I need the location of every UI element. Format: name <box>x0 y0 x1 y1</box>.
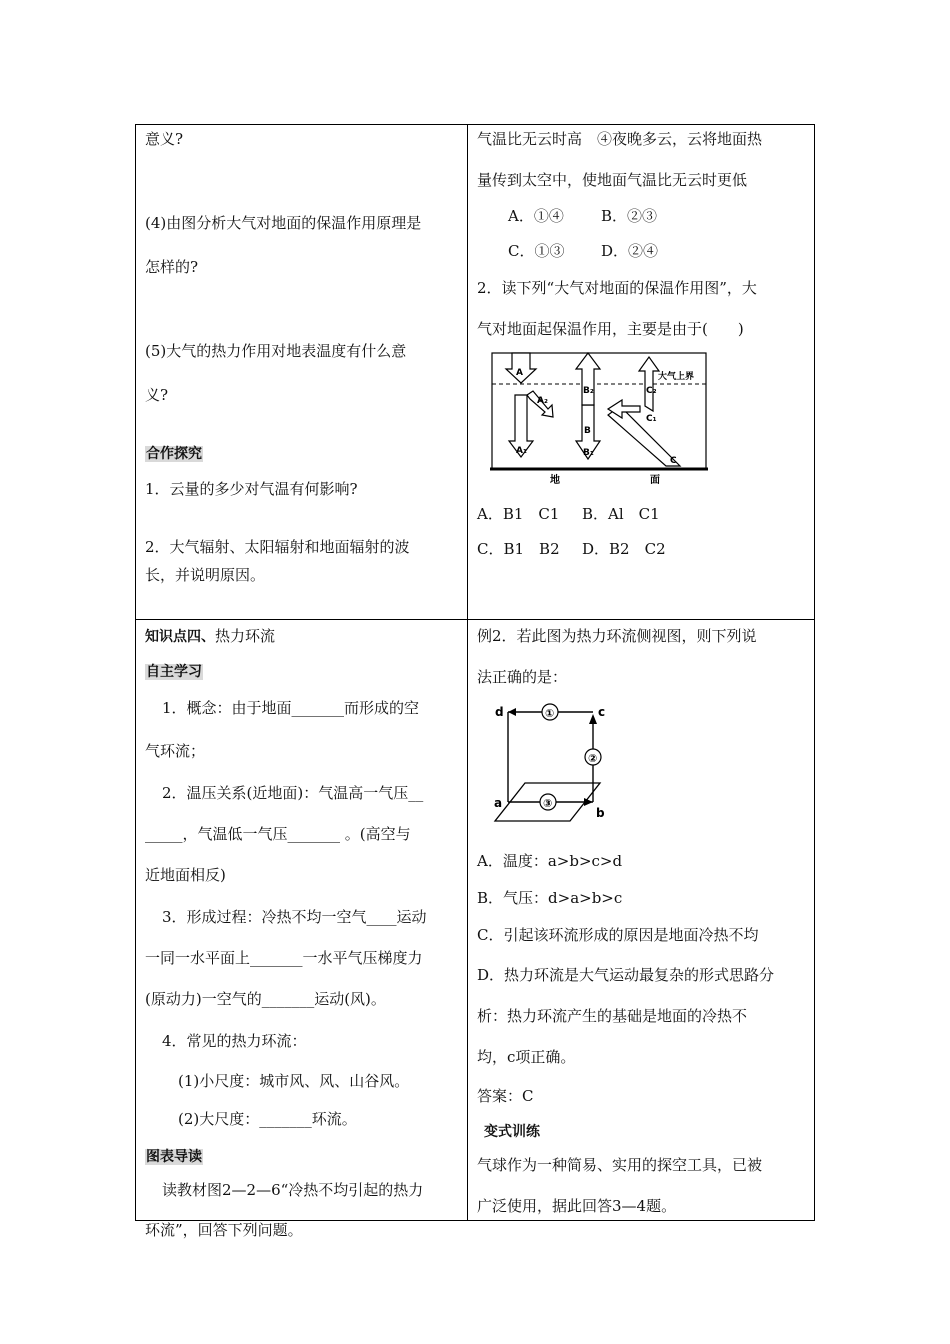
option-d: D．②④ <box>601 242 659 260</box>
example-2-line2: 法正确的是： <box>477 668 568 686</box>
reading-line1: 读教材图2—2—6“冷热不均引起的热力 <box>162 1181 424 1199</box>
fig2-marker-3: ③ <box>543 797 553 810</box>
study-item-3-line1: 3．形成过程：冷热不均一空气____运动 <box>162 908 427 926</box>
thermal-circulation-diagram <box>490 697 610 827</box>
row-divider <box>136 619 814 620</box>
fig2-label-a: a <box>494 796 503 810</box>
fig1-label-top: 大气上界 <box>658 372 695 382</box>
fig2-marker-1: ① <box>545 707 555 720</box>
option-a: A．①④ <box>508 207 564 225</box>
study-item-4-small: (1)小尺度：城市风、风、山谷风。 <box>178 1072 410 1090</box>
text-line: 气温比无云时高 ④夜晚多云，云将地面热 <box>477 130 763 148</box>
question-2-line1: 2．读下列“大气对地面的保温作用图”，大 <box>477 279 757 297</box>
study-item-3-line2: 一同一水平面上_______一水平气压梯度力 <box>145 949 423 967</box>
fig2-label-c: c <box>598 705 606 719</box>
example-2-line1: 例2．若此图为热力环流侧视图，则下列说 <box>477 627 757 645</box>
column-divider <box>467 125 468 1220</box>
example-option-c: C．引起该环流形成的原因是地面冷热不均 <box>477 926 759 944</box>
option-b: B．②③ <box>601 207 658 225</box>
coop-question-1: 1．云量的多少对气温有何影响? <box>145 480 358 498</box>
text-line: 意义? <box>145 130 184 148</box>
study-item-4-large: (2)大尺度：_______环流。 <box>178 1110 357 1128</box>
fig1-ground-left: 地 <box>550 475 560 486</box>
study-item-2-line3: 近地面相反) <box>145 866 226 884</box>
example-option-d: D．热力环流是大气运动最复杂的形式思路分 <box>477 966 775 984</box>
fig1-label: A₁ <box>516 446 527 456</box>
fig1-label: B₁ <box>583 448 594 458</box>
answer-option-d: D．B2 C2 <box>582 540 666 558</box>
study-item-2-line2: _____，气温低一气压_______ 。(高空与 <box>145 825 411 843</box>
example-option-a: A．温度：a>b>c>d <box>477 852 623 870</box>
question-5-line2: 义? <box>145 386 169 404</box>
section-heading-variant-training: 变式训练 <box>484 1124 540 1140</box>
answer-option-b: B．Al C1 <box>582 505 660 523</box>
variant-line2: 广泛使用，据此回答3—4题。 <box>477 1197 677 1215</box>
fig2-marker-2: ② <box>588 752 598 765</box>
coop-question-2-line1: 2．大气辐射、太阳辐射和地面辐射的波 <box>145 538 410 556</box>
knowledge-point-title: 热力环流 <box>215 627 276 645</box>
study-item-4: 4．常见的热力环流： <box>162 1032 307 1050</box>
fig1-label: C₁ <box>646 414 657 424</box>
example-analysis-line3: 均，c项正确。 <box>477 1048 576 1066</box>
fig1-label: B <box>584 426 591 436</box>
question-5-line1: (5)大气的热力作用对地表温度有什么意 <box>145 342 407 360</box>
example-answer: 答案：C <box>477 1087 534 1105</box>
section-heading-cooperation: 合作探究 <box>146 446 202 462</box>
fig2-label-b: b <box>596 806 605 820</box>
study-item-1-line2: 气环流； <box>145 742 206 760</box>
study-item-2-line1: 2．温压关系(近地面)：气温高一气压__ <box>162 784 424 802</box>
question-4-line2: 怎样的? <box>145 258 199 276</box>
question-2-line2: 气对地面起保温作用，主要是由于( ) <box>477 320 744 338</box>
text-line: 量传到太空中，使地面气温比无云时更低 <box>477 171 748 189</box>
fig1-label: C <box>670 456 677 466</box>
variant-line1: 气球作为一种简易、实用的探空工具，已被 <box>477 1156 763 1174</box>
reading-line2: 环流”，回答下列问题。 <box>145 1221 303 1239</box>
study-item-3-line3: (原动力)一空气的_______运动(风)。 <box>145 990 386 1008</box>
content-table <box>135 124 815 1239</box>
question-4-line1: (4)由图分析大气对地面的保温作用原理是 <box>145 214 422 232</box>
example-analysis-line2: 析：热力环流产生的基础是地面的冷热不 <box>477 1007 748 1025</box>
study-item-1-line1: 1．概念：由于地面_______而形成的空 <box>162 699 420 717</box>
fig1-label: B₂ <box>583 386 594 396</box>
answer-option-a: A．B1 C1 <box>477 505 560 523</box>
example-option-b: B．气压：d>a>b>c <box>477 889 623 907</box>
answer-option-c: C．B1 B2 <box>477 540 560 558</box>
coop-question-2-line2: 长，并说明原因。 <box>145 566 266 584</box>
fig1-label: A₂ <box>537 396 548 406</box>
section-heading-chart-reading: 图表导读 <box>146 1149 202 1165</box>
insulation-diagram <box>490 351 714 486</box>
fig1-ground-right: 面 <box>650 475 660 486</box>
knowledge-point-label: 知识点四、 <box>145 629 215 645</box>
fig1-label: A <box>516 368 523 378</box>
section-heading-self-study: 自主学习 <box>146 664 202 680</box>
fig1-label: C₂ <box>646 386 657 396</box>
fig2-label-d: d <box>495 705 504 719</box>
option-c: C．①③ <box>508 242 565 260</box>
